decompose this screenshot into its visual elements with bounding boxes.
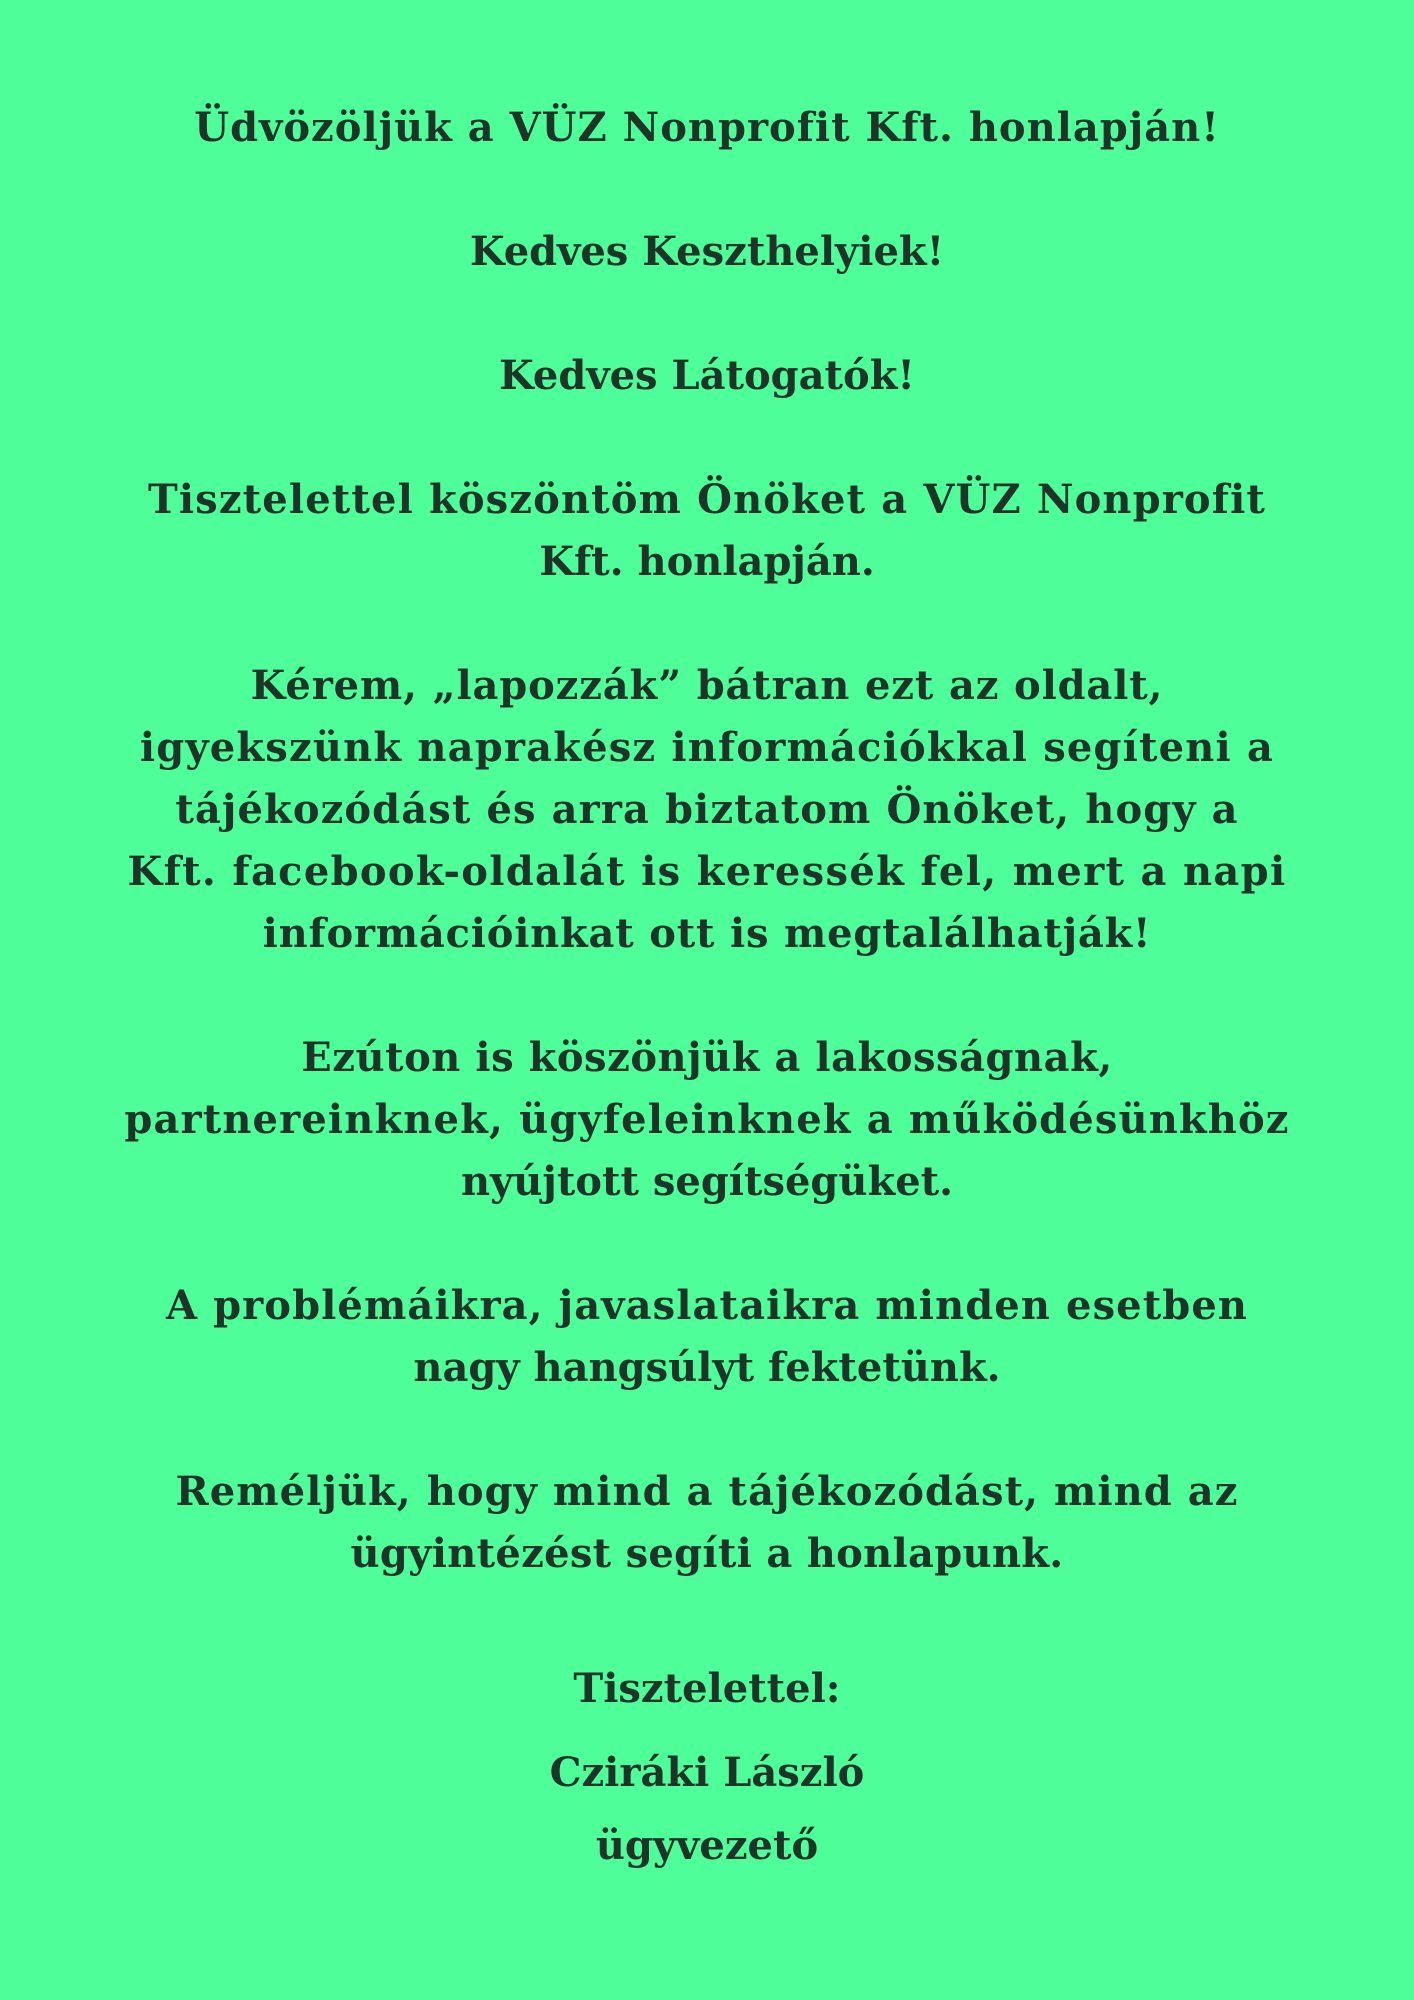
text-line: Reméljük, hogy mind a tájékozódást, mind az: [175, 1468, 1239, 1515]
signatory-name: Cziráki László: [549, 1749, 865, 1796]
text-line: Tisztelettel köszöntöm Önöket a VÜZ Nonprofit: [147, 476, 1267, 523]
greeting-line: Kedves Keszthelyiek!: [469, 228, 945, 275]
signature-block: [0, 1647, 1414, 1815]
text-line: Kérem, „lapozzák” bátran ezt az oldalt,: [250, 662, 1164, 709]
greeting-line: Kedves Látogatók!: [499, 352, 915, 399]
paragraph-hope: [0, 1461, 1414, 1585]
text-line: partnereinknek, ügyfeleinknek a működésünkhöz: [124, 1096, 1290, 1143]
text-line: tájékozódást és arra biztatom Önöket, hogy a: [175, 786, 1239, 833]
paragraph-problems: [0, 1275, 1414, 1399]
page-heading: [0, 97, 1414, 159]
text-line: Ezúton is köszönjük a lakosságnak,: [301, 1034, 1113, 1081]
closing-line: Tisztelettel:: [573, 1665, 841, 1712]
paragraph-browse: [0, 655, 1414, 965]
text-line: nagy hangsúlyt fektetünk.: [413, 1344, 1001, 1391]
greeting-residents: [0, 221, 1414, 283]
paragraph-welcome: [0, 469, 1414, 593]
text-line: igyekszünk naprakész információkkal segíteni a: [139, 724, 1275, 771]
signatory-title-block: [0, 1815, 1414, 1877]
heading-line: Üdvözöljük a VÜZ Nonprofit Kft. honlapján!: [194, 104, 1220, 151]
text-line: ügyintézést segíti a honlapunk.: [350, 1530, 1064, 1577]
text-line: nyújtott segítségüket.: [460, 1158, 954, 1205]
greeting-visitors: [0, 345, 1414, 407]
text-line: A problémáikra, javaslataikra minden esetben: [165, 1282, 1249, 1329]
text-line: Kft. facebook-oldalát is keressék fel, mert a napi: [127, 848, 1287, 895]
paragraph-thanks: [0, 1027, 1414, 1213]
text-line: információinkat ott is megtalálhatják!: [262, 910, 1152, 957]
signatory-title: ügyvezető: [595, 1822, 819, 1869]
text-line: Kft. honlapján.: [539, 538, 875, 585]
